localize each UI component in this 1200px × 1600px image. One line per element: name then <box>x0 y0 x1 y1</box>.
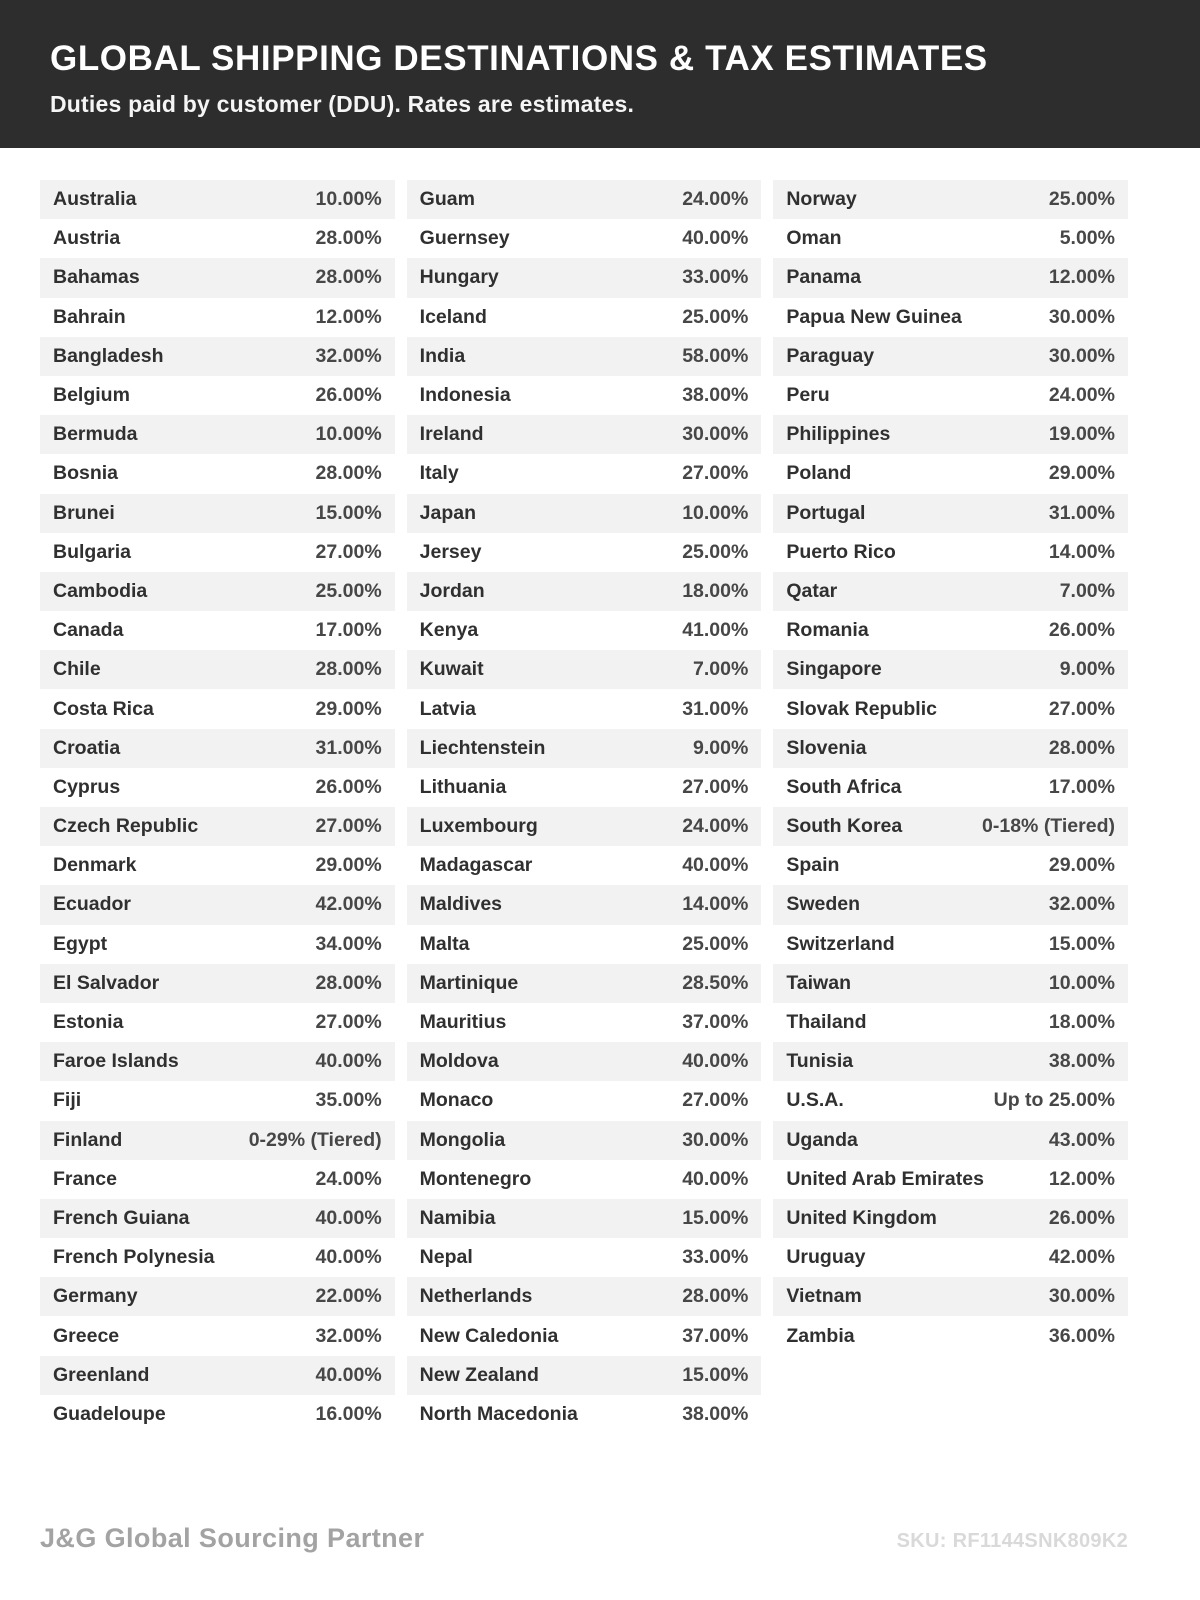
country-label: Zambia <box>786 1324 855 1347</box>
table-row <box>40 298 395 337</box>
country-label: Liechtenstein <box>419 736 546 759</box>
rate-value: 24.00% <box>682 815 749 838</box>
country-label: South Korea <box>786 815 903 838</box>
table-row <box>407 1277 762 1316</box>
country-label: Canada <box>53 619 124 642</box>
rate-value: 40.00% <box>315 1050 382 1073</box>
rate-value: 32.00% <box>1048 893 1115 916</box>
country-label: Montenegro <box>419 1167 532 1190</box>
rate-value: 26.00% <box>1048 619 1115 642</box>
rate-value: 37.00% <box>682 1324 749 1347</box>
rate-value: 14.00% <box>682 893 749 916</box>
country-label: Latvia <box>419 697 477 720</box>
table-row <box>773 611 1128 650</box>
table-row <box>40 376 395 415</box>
rate-value: 30.00% <box>682 423 749 446</box>
table-row <box>407 846 762 885</box>
table-row <box>40 415 395 454</box>
table-row <box>773 1081 1128 1120</box>
rate-value: 31.00% <box>682 697 749 720</box>
rate-value: 30.00% <box>1048 1285 1115 1308</box>
table-row <box>407 925 762 964</box>
table-row <box>40 807 395 846</box>
table-row <box>407 689 762 728</box>
country-label: Uruguay <box>786 1246 866 1269</box>
rate-value: 15.00% <box>1048 932 1115 955</box>
rate-value: 15.00% <box>315 501 382 524</box>
table-row <box>773 964 1128 1003</box>
table-row <box>773 846 1128 885</box>
table-row <box>773 1003 1128 1042</box>
rate-value: 33.00% <box>682 266 749 289</box>
footer <box>0 1523 1200 1554</box>
rate-value: 19.00% <box>1048 423 1115 446</box>
country-label: Estonia <box>53 1011 124 1034</box>
rate-value: 29.00% <box>1048 462 1115 485</box>
rate-value: 30.00% <box>1048 344 1115 367</box>
table-row <box>40 1199 395 1238</box>
country-label: Austria <box>53 227 121 250</box>
country-label: Australia <box>53 188 137 211</box>
table-row <box>407 1042 762 1081</box>
page-title: GLOBAL SHIPPING DESTINATIONS & TAX ESTIMATES <box>50 39 988 78</box>
country-label: Luxembourg <box>419 815 538 838</box>
rate-value: 27.00% <box>682 462 749 485</box>
brand-name: J&G Global Sourcing Partner <box>40 1523 425 1553</box>
rate-value: 24.00% <box>1048 384 1115 407</box>
table-row <box>407 1160 762 1199</box>
country-label: Cyprus <box>53 775 121 798</box>
country-label: Taiwan <box>786 971 851 994</box>
table-row <box>773 689 1128 728</box>
country-label: Paraguay <box>786 344 875 367</box>
rate-value: 28.00% <box>315 462 382 485</box>
rate-value: 26.00% <box>315 775 382 798</box>
table-row <box>40 885 395 924</box>
country-label: French Polynesia <box>53 1246 215 1269</box>
table-row <box>407 1356 762 1395</box>
country-label: Fiji <box>53 1089 82 1112</box>
table-row <box>773 1160 1128 1199</box>
rate-value: 40.00% <box>315 1206 382 1229</box>
rate-value: 32.00% <box>315 1324 382 1347</box>
country-label: Jordan <box>419 579 485 602</box>
country-label: Indonesia <box>419 384 511 407</box>
table-row <box>40 925 395 964</box>
rate-value: 40.00% <box>682 227 749 250</box>
rate-value: 31.00% <box>315 736 382 759</box>
rate-value: 25.00% <box>682 305 749 328</box>
rate-value: 5.00% <box>1059 227 1115 250</box>
rate-value: 40.00% <box>315 1363 382 1386</box>
country-label: Bosnia <box>53 462 119 485</box>
rate-value: 28.00% <box>682 1285 749 1308</box>
country-label: Slovak Republic <box>786 697 937 720</box>
country-label: Greece <box>53 1324 120 1347</box>
rate-value: 27.00% <box>315 1011 382 1034</box>
rate-value: 10.00% <box>682 501 749 524</box>
country-label: Oman <box>786 227 842 250</box>
country-label: Switzerland <box>786 932 895 955</box>
country-label: Madagascar <box>419 854 533 877</box>
country-label: Qatar <box>786 579 838 602</box>
table-row <box>773 1316 1128 1355</box>
rate-value: 18.00% <box>1048 1011 1115 1034</box>
table-row <box>407 415 762 454</box>
country-label: Japan <box>419 501 477 524</box>
rate-value: 26.00% <box>1048 1206 1115 1229</box>
table-row <box>407 258 762 297</box>
rate-value: 25.00% <box>682 932 749 955</box>
rate-value: 35.00% <box>315 1089 382 1112</box>
country-label: Chile <box>53 658 101 681</box>
table-row <box>773 180 1128 219</box>
rate-value: 30.00% <box>1048 305 1115 328</box>
country-label: Ireland <box>419 423 484 446</box>
country-label: Costa Rica <box>53 697 154 720</box>
table-row <box>407 885 762 924</box>
table-row <box>407 611 762 650</box>
rate-value: 27.00% <box>315 540 382 563</box>
country-label: Maldives <box>419 893 503 916</box>
table-row <box>40 572 395 611</box>
country-label: North Macedonia <box>419 1402 578 1425</box>
rate-value: 27.00% <box>682 775 749 798</box>
country-label: Bulgaria <box>53 540 132 563</box>
table-row <box>773 494 1128 533</box>
rate-value: 40.00% <box>682 1167 749 1190</box>
rate-value: 25.00% <box>682 540 749 563</box>
country-label: United Arab Emirates <box>786 1167 984 1190</box>
rate-value: 9.00% <box>693 736 749 759</box>
table-row <box>773 768 1128 807</box>
rate-value: 41.00% <box>682 619 749 642</box>
country-label: Mauritius <box>419 1011 507 1034</box>
rate-value: 27.00% <box>682 1089 749 1112</box>
country-label: Papua New Guinea <box>786 305 962 328</box>
rate-value: 42.00% <box>1048 1246 1115 1269</box>
table-row <box>773 298 1128 337</box>
rate-value: 34.00% <box>315 932 382 955</box>
rate-value: 40.00% <box>682 1050 749 1073</box>
country-label: Guam <box>419 188 475 211</box>
rate-value: 10.00% <box>315 423 382 446</box>
rate-value: 0-29% (Tiered) <box>248 1128 382 1151</box>
table-row <box>407 1316 762 1355</box>
table-row <box>773 415 1128 454</box>
rate-value: 29.00% <box>1048 854 1115 877</box>
rate-value: 15.00% <box>682 1206 749 1229</box>
table-row <box>40 180 395 219</box>
country-label: Namibia <box>419 1206 496 1229</box>
country-label: New Caledonia <box>419 1324 559 1347</box>
rate-value: 28.00% <box>315 227 382 250</box>
table-row <box>40 1003 395 1042</box>
country-label: South Africa <box>786 775 902 798</box>
country-label: Lithuania <box>419 775 507 798</box>
table-row <box>773 807 1128 846</box>
table-row <box>407 1003 762 1042</box>
rate-value: 24.00% <box>682 188 749 211</box>
table-row <box>773 1121 1128 1160</box>
table-row <box>407 1081 762 1120</box>
country-label: Bahrain <box>53 305 126 328</box>
country-label: France <box>53 1167 117 1190</box>
table-row <box>773 1238 1128 1277</box>
table-row <box>40 1316 395 1355</box>
rate-value: 31.00% <box>1048 501 1115 524</box>
country-label: Guadeloupe <box>53 1402 166 1425</box>
country-label: Bermuda <box>53 423 138 446</box>
table-row <box>40 1277 395 1316</box>
table-row <box>407 494 762 533</box>
rate-value: 40.00% <box>315 1246 382 1269</box>
table-row <box>407 533 762 572</box>
rate-value: 28.00% <box>315 658 382 681</box>
table-row <box>773 258 1128 297</box>
rate-value: 38.00% <box>682 384 749 407</box>
header <box>0 0 1200 148</box>
country-label: Kuwait <box>419 658 484 681</box>
country-label: Norway <box>786 188 857 211</box>
rate-value: 28.00% <box>315 971 382 994</box>
table-row <box>407 1121 762 1160</box>
rate-value: 16.00% <box>315 1402 382 1425</box>
table-row <box>407 376 762 415</box>
sku-label: SKU: RF1144SNK809K2 <box>896 1530 1128 1552</box>
page-subtitle: Duties paid by customer (DDU). Rates are estimates. <box>50 90 635 117</box>
table-row <box>407 729 762 768</box>
country-label: Martinique <box>419 971 519 994</box>
table-row <box>407 1395 762 1434</box>
rate-value: 18.00% <box>682 579 749 602</box>
rate-value: 7.00% <box>693 658 749 681</box>
table-row <box>40 1160 395 1199</box>
table-row <box>40 1395 395 1434</box>
table-row <box>773 885 1128 924</box>
country-label: French Guiana <box>53 1206 190 1229</box>
table-row <box>407 1199 762 1238</box>
country-label: Jersey <box>419 540 482 563</box>
country-label: Puerto Rico <box>786 540 896 563</box>
country-label: Romania <box>786 619 869 642</box>
country-label: Greenland <box>53 1363 150 1386</box>
rate-value: 28.00% <box>1048 736 1115 759</box>
country-label: Panama <box>786 266 862 289</box>
rate-value: 29.00% <box>315 854 382 877</box>
country-label: Belgium <box>53 384 130 407</box>
rate-value: 9.00% <box>1059 658 1115 681</box>
country-label: Malta <box>419 932 470 955</box>
country-label: Slovenia <box>786 736 867 759</box>
rate-value: 17.00% <box>315 619 382 642</box>
rate-value: 58.00% <box>682 344 749 367</box>
rate-value: 38.00% <box>1048 1050 1115 1073</box>
rate-value: 10.00% <box>315 188 382 211</box>
country-label: Uganda <box>786 1128 858 1151</box>
rate-value: 25.00% <box>315 579 382 602</box>
table-row <box>40 337 395 376</box>
table-row <box>40 1042 395 1081</box>
table-row <box>773 729 1128 768</box>
table-row <box>773 533 1128 572</box>
country-label: Peru <box>786 384 830 407</box>
rate-value: 12.00% <box>1048 266 1115 289</box>
table-row <box>407 1238 762 1277</box>
rate-value: 38.00% <box>682 1402 749 1425</box>
table-row <box>773 376 1128 415</box>
rate-value: 7.00% <box>1059 579 1115 602</box>
table-row <box>773 572 1128 611</box>
country-label: El Salvador <box>53 971 160 994</box>
country-label: Faroe Islands <box>53 1050 179 1073</box>
table-row <box>40 689 395 728</box>
table-row <box>407 454 762 493</box>
country-label: Finland <box>53 1128 123 1151</box>
rate-column <box>773 180 1128 1356</box>
country-label: Cambodia <box>53 579 148 602</box>
table-row <box>407 180 762 219</box>
rate-value: 29.00% <box>315 697 382 720</box>
table-row <box>40 533 395 572</box>
rate-column <box>407 180 762 1434</box>
rate-value: 17.00% <box>1048 775 1115 798</box>
table-row <box>40 1356 395 1395</box>
table-row <box>773 1277 1128 1316</box>
rate-value: 12.00% <box>1048 1167 1115 1190</box>
table-row <box>40 219 395 258</box>
table-row <box>773 454 1128 493</box>
rate-value: 33.00% <box>682 1246 749 1269</box>
rates-table <box>40 180 1128 1434</box>
rate-value: 10.00% <box>1048 971 1115 994</box>
country-label: Croatia <box>53 736 121 759</box>
table-row <box>407 807 762 846</box>
table-row <box>40 729 395 768</box>
country-label: Bangladesh <box>53 344 164 367</box>
rate-value: 42.00% <box>315 893 382 916</box>
table-row <box>773 337 1128 376</box>
rate-value: 37.00% <box>682 1011 749 1034</box>
table-row <box>40 611 395 650</box>
rate-value: 36.00% <box>1048 1324 1115 1347</box>
country-label: Moldova <box>419 1050 499 1073</box>
table-row <box>407 768 762 807</box>
country-label: Hungary <box>419 266 499 289</box>
table-row <box>407 572 762 611</box>
rate-value: 40.00% <box>682 854 749 877</box>
country-label: Czech Republic <box>53 815 199 838</box>
rate-value: 24.00% <box>315 1167 382 1190</box>
rate-value: 43.00% <box>1048 1128 1115 1151</box>
table-row <box>40 454 395 493</box>
table-row <box>40 1121 395 1160</box>
rate-value: 28.50% <box>682 971 749 994</box>
country-label: Egypt <box>53 932 108 955</box>
country-label: Philippines <box>786 423 891 446</box>
country-label: Guernsey <box>419 227 510 250</box>
table-row <box>40 258 395 297</box>
rate-value: 27.00% <box>1048 697 1115 720</box>
country-label: Sweden <box>786 893 861 916</box>
rate-value: 12.00% <box>315 305 382 328</box>
country-label: Nepal <box>419 1246 473 1269</box>
country-label: Monaco <box>419 1089 494 1112</box>
rate-value: 14.00% <box>1048 540 1115 563</box>
rate-value: 30.00% <box>682 1128 749 1151</box>
country-label: Poland <box>786 462 852 485</box>
country-label: Mongolia <box>419 1128 506 1151</box>
rate-value: 22.00% <box>315 1285 382 1308</box>
country-label: Kenya <box>419 619 479 642</box>
table-row <box>407 298 762 337</box>
country-label: U.S.A. <box>786 1089 844 1112</box>
country-label: Netherlands <box>419 1285 533 1308</box>
table-row <box>773 1199 1128 1238</box>
country-label: Thailand <box>786 1011 867 1034</box>
country-label: Ecuador <box>53 893 132 916</box>
table-row <box>40 768 395 807</box>
country-label: Italy <box>419 462 459 485</box>
country-label: India <box>419 344 466 367</box>
table-row <box>407 219 762 258</box>
country-label: Spain <box>786 854 840 877</box>
country-label: Bahamas <box>53 266 140 289</box>
rate-value: 32.00% <box>315 344 382 367</box>
rate-value: 28.00% <box>315 266 382 289</box>
table-row <box>40 1238 395 1277</box>
country-label: Germany <box>53 1285 138 1308</box>
country-label: Iceland <box>419 305 487 328</box>
table-row <box>773 219 1128 258</box>
table-row <box>40 964 395 1003</box>
rate-value: 0-18% (Tiered) <box>982 815 1115 838</box>
table-row <box>773 925 1128 964</box>
rate-value: 15.00% <box>682 1363 749 1386</box>
table-row <box>40 494 395 533</box>
table-row <box>407 650 762 689</box>
rate-value: Up to 25.00% <box>993 1089 1115 1112</box>
rate-value: 25.00% <box>1048 188 1115 211</box>
country-label: Singapore <box>786 658 882 681</box>
rate-value: 27.00% <box>315 815 382 838</box>
country-label: United Kingdom <box>786 1206 937 1229</box>
table-row <box>40 650 395 689</box>
table-row <box>40 1081 395 1120</box>
table-row <box>407 337 762 376</box>
country-label: Tunisia <box>786 1050 854 1073</box>
country-label: New Zealand <box>419 1363 539 1386</box>
table-row <box>773 650 1128 689</box>
table-row <box>40 846 395 885</box>
table-row <box>407 964 762 1003</box>
rate-value: 26.00% <box>315 384 382 407</box>
rate-column <box>40 180 395 1434</box>
country-label: Brunei <box>53 501 115 524</box>
country-label: Vietnam <box>786 1285 862 1308</box>
country-label: Portugal <box>786 501 866 524</box>
table-row <box>773 1042 1128 1081</box>
country-label: Denmark <box>53 854 137 877</box>
